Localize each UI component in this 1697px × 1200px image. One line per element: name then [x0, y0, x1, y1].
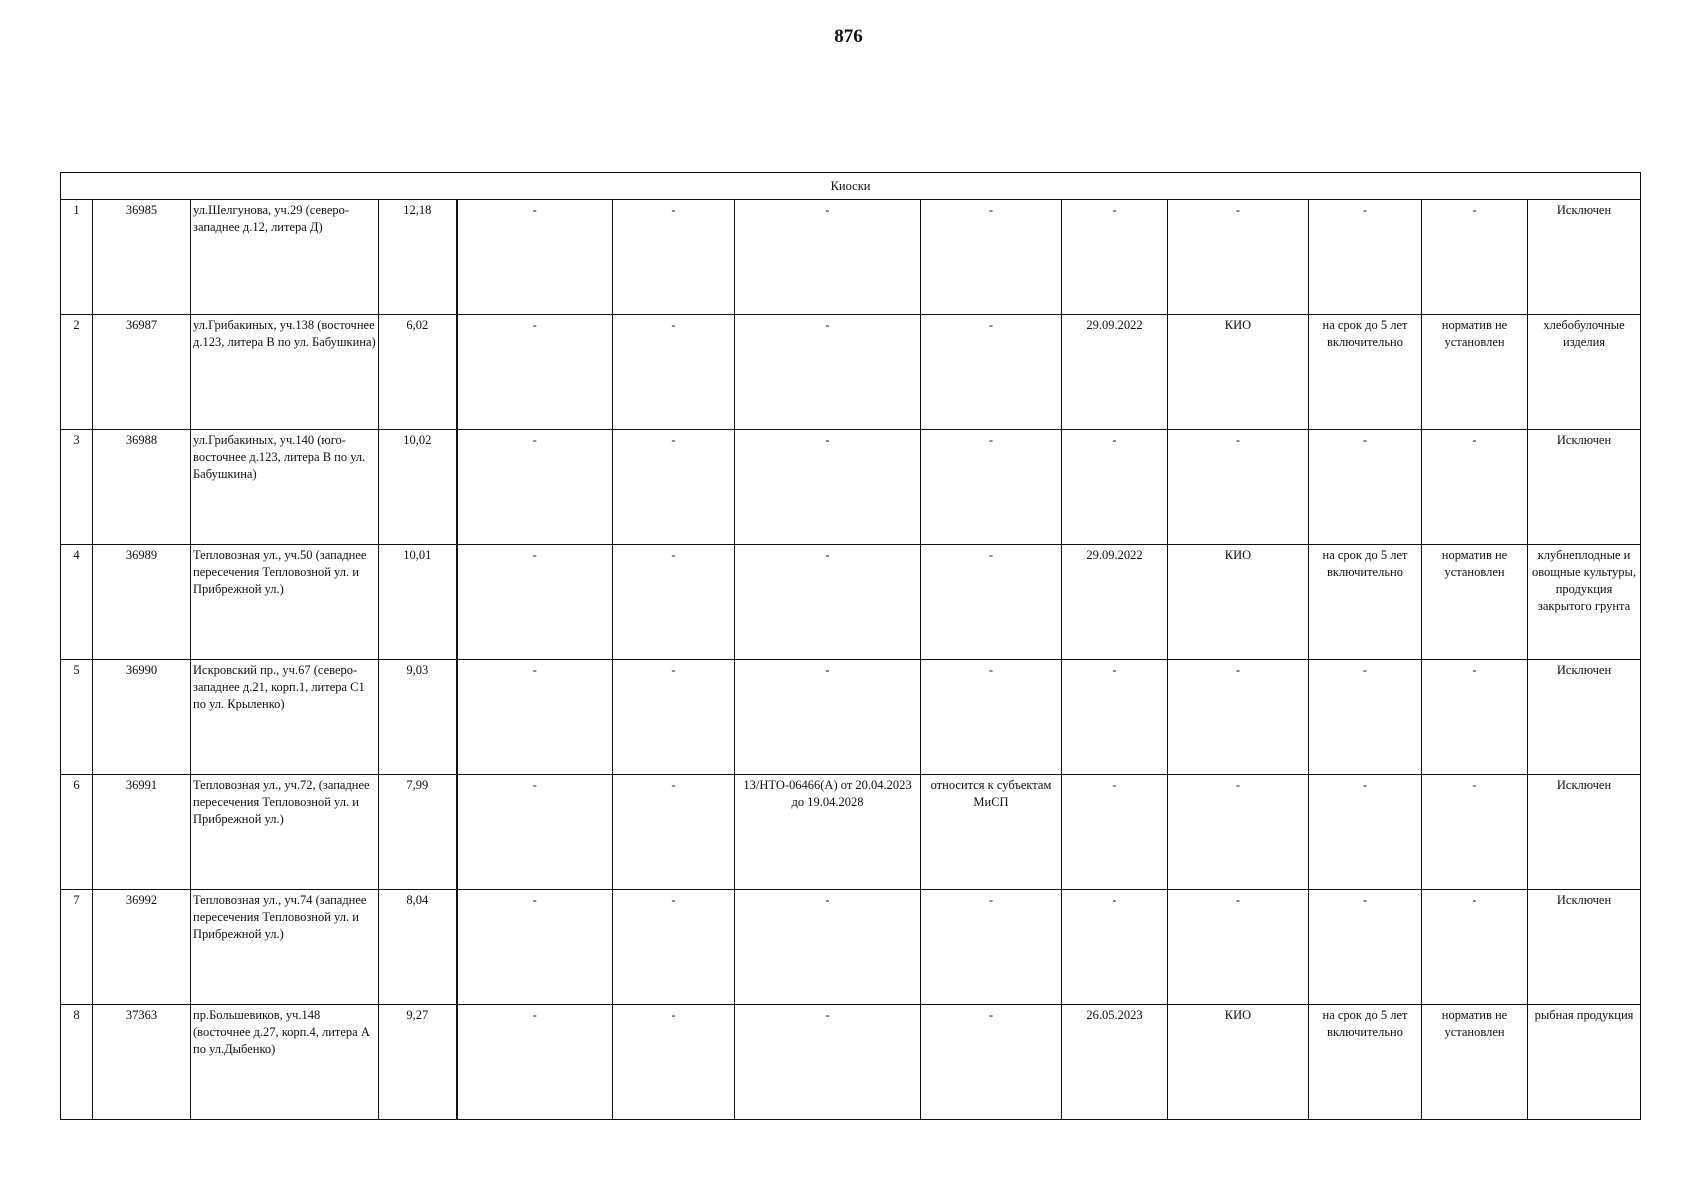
- contract-cell: -: [735, 315, 921, 430]
- norm-cell: норматив не установлен: [1422, 1005, 1528, 1120]
- smb-status-cell: -: [921, 1005, 1062, 1120]
- area-cell: 12,18: [379, 200, 457, 315]
- section-title: Киоски: [61, 173, 1641, 200]
- specialization-cell: Исключен: [1528, 660, 1641, 775]
- col-dash-2-cell: -: [613, 315, 735, 430]
- row-number-cell: 4: [61, 545, 93, 660]
- norm-cell: -: [1422, 430, 1528, 545]
- row-number-cell: 2: [61, 315, 93, 430]
- authority-cell: -: [1168, 890, 1309, 1005]
- address-cell: ул.Грибакиных, уч.140 (юго-восточнее д.123, литера В по ул. Бабушкина): [191, 430, 379, 545]
- contract-cell: -: [735, 1005, 921, 1120]
- norm-cell: норматив не установлен: [1422, 545, 1528, 660]
- smb-status-cell: -: [921, 660, 1062, 775]
- specialization-cell: рыбная продукция: [1528, 1005, 1641, 1120]
- specialization-cell: клубнеплодные и овощные культуры, продукция закрытого грунта: [1528, 545, 1641, 660]
- address-cell: ул.Грибакиных, уч.138 (восточнее д.123, литера В по ул. Бабушкина): [191, 315, 379, 430]
- authority-cell: КИО: [1168, 315, 1309, 430]
- term-cell: -: [1309, 430, 1422, 545]
- area-cell: 6,02: [379, 315, 457, 430]
- col-dash-2-cell: -: [613, 430, 735, 545]
- date-cell: 26.05.2023: [1062, 1005, 1168, 1120]
- date-cell: -: [1062, 430, 1168, 545]
- specialization-cell: хлебобулочные изделия: [1528, 315, 1641, 430]
- row-number-cell: 1: [61, 200, 93, 315]
- smb-status-cell: -: [921, 200, 1062, 315]
- contract-cell: -: [735, 660, 921, 775]
- specialization-cell: Исключен: [1528, 430, 1641, 545]
- norm-cell: -: [1422, 890, 1528, 1005]
- address-cell: Тепловозная ул., уч.74 (западнее пересечения Тепловозной ул. и Прибрежной ул.): [191, 890, 379, 1005]
- col-dash-1-cell: -: [457, 775, 613, 890]
- term-cell: -: [1309, 775, 1422, 890]
- smb-status-cell: -: [921, 890, 1062, 1005]
- col-dash-1-cell: -: [457, 660, 613, 775]
- date-cell: -: [1062, 890, 1168, 1005]
- row-number-cell: 7: [61, 890, 93, 1005]
- date-cell: 29.09.2022: [1062, 545, 1168, 660]
- address-cell: Тепловозная ул., уч.72, (западнее пересечения Тепловозной ул. и Прибрежной ул.): [191, 775, 379, 890]
- col-dash-2-cell: -: [613, 775, 735, 890]
- table-row: [61, 660, 1641, 775]
- col-dash-1-cell: -: [457, 1005, 613, 1120]
- col-dash-2-cell: -: [613, 545, 735, 660]
- object-code-cell: 37363: [93, 1005, 191, 1120]
- address-cell: Искровский пр., уч.67 (северо-западнее д.21, корп.1, литера С1 по ул. Крыленко): [191, 660, 379, 775]
- contract-cell: -: [735, 200, 921, 315]
- address-cell: Тепловозная ул., уч.50 (западнее пересечения Тепловозной ул. и Прибрежной ул.): [191, 545, 379, 660]
- smb-status-cell: -: [921, 430, 1062, 545]
- contract-cell: 13/НТО-06466(А) от 20.04.2023 до 19.04.2028: [735, 775, 921, 890]
- norm-cell: норматив не установлен: [1422, 315, 1528, 430]
- object-code-cell: 36989: [93, 545, 191, 660]
- col-dash-1-cell: -: [457, 890, 613, 1005]
- contract-cell: -: [735, 545, 921, 660]
- col-dash-2-cell: -: [613, 660, 735, 775]
- area-cell: 10,02: [379, 430, 457, 545]
- smb-status-cell: -: [921, 545, 1062, 660]
- row-number-cell: 6: [61, 775, 93, 890]
- col-dash-1-cell: -: [457, 430, 613, 545]
- col-dash-2-cell: -: [613, 200, 735, 315]
- authority-cell: -: [1168, 660, 1309, 775]
- address-cell: ул.Шелгунова, уч.29 (северо-западнее д.12, литера Д): [191, 200, 379, 315]
- area-cell: 7,99: [379, 775, 457, 890]
- area-cell: 9,03: [379, 660, 457, 775]
- address-cell: пр.Большевиков, уч.148 (восточнее д.27, корп.4, литера А по ул.Дыбенко): [191, 1005, 379, 1120]
- area-cell: 10,01: [379, 545, 457, 660]
- area-cell: 8,04: [379, 890, 457, 1005]
- page-number: 876: [834, 26, 863, 47]
- smb-status-cell: -: [921, 315, 1062, 430]
- authority-cell: -: [1168, 775, 1309, 890]
- table-row: [61, 200, 1641, 315]
- date-cell: -: [1062, 775, 1168, 890]
- norm-cell: -: [1422, 660, 1528, 775]
- table-row: [61, 430, 1641, 545]
- object-code-cell: 36988: [93, 430, 191, 545]
- authority-cell: -: [1168, 430, 1309, 545]
- term-cell: на срок до 5 лет включительно: [1309, 545, 1422, 660]
- authority-cell: КИО: [1168, 1005, 1309, 1120]
- date-cell: 29.09.2022: [1062, 315, 1168, 430]
- term-cell: -: [1309, 660, 1422, 775]
- specialization-cell: Исключен: [1528, 890, 1641, 1005]
- object-code-cell: 36990: [93, 660, 191, 775]
- date-cell: -: [1062, 660, 1168, 775]
- object-code-cell: 36987: [93, 315, 191, 430]
- object-code-cell: 36991: [93, 775, 191, 890]
- specialization-cell: Исключен: [1528, 775, 1641, 890]
- row-number-cell: 8: [61, 1005, 93, 1120]
- table-row: [61, 890, 1641, 1005]
- row-number-cell: 3: [61, 430, 93, 545]
- authority-cell: -: [1168, 200, 1309, 315]
- col-dash-2-cell: -: [613, 1005, 735, 1120]
- contract-cell: -: [735, 890, 921, 1005]
- col-dash-2-cell: -: [613, 890, 735, 1005]
- table-row: [61, 1005, 1641, 1120]
- term-cell: -: [1309, 200, 1422, 315]
- section-header-row: [61, 173, 1641, 200]
- term-cell: на срок до 5 лет включительно: [1309, 1005, 1422, 1120]
- object-code-cell: 36985: [93, 200, 191, 315]
- table-row: [61, 775, 1641, 890]
- date-cell: -: [1062, 200, 1168, 315]
- row-number-cell: 5: [61, 660, 93, 775]
- table-row: [61, 545, 1641, 660]
- specialization-cell: Исключен: [1528, 200, 1641, 315]
- norm-cell: -: [1422, 200, 1528, 315]
- smb-status-cell: относится к субъектам МиСП: [921, 775, 1062, 890]
- authority-cell: КИО: [1168, 545, 1309, 660]
- col-dash-1-cell: -: [457, 315, 613, 430]
- contract-cell: -: [735, 430, 921, 545]
- term-cell: на срок до 5 лет включительно: [1309, 315, 1422, 430]
- kiosk-table: [60, 172, 1641, 1120]
- term-cell: -: [1309, 890, 1422, 1005]
- table-row: [61, 315, 1641, 430]
- norm-cell: -: [1422, 775, 1528, 890]
- col-dash-1-cell: -: [457, 200, 613, 315]
- object-code-cell: 36992: [93, 890, 191, 1005]
- col-dash-1-cell: -: [457, 545, 613, 660]
- area-cell: 9,27: [379, 1005, 457, 1120]
